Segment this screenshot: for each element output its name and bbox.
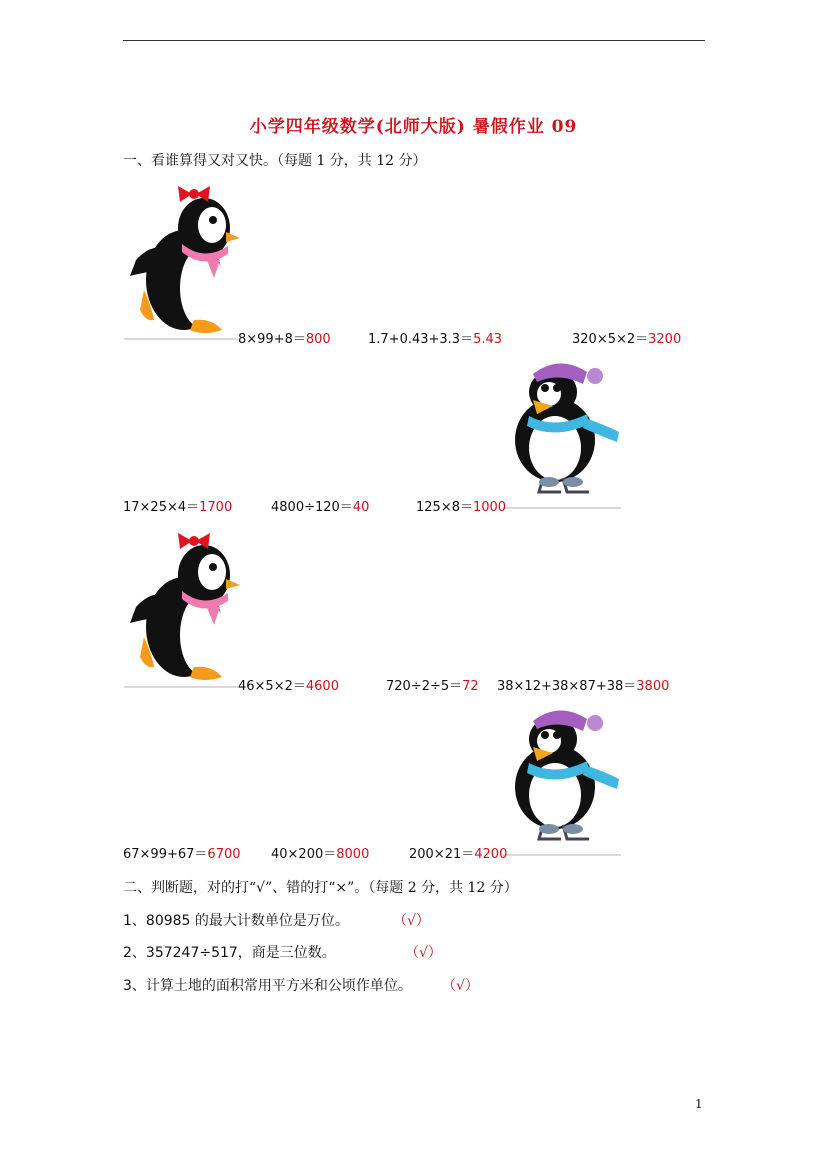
equation-6: 125×8＝1000 (416, 500, 507, 515)
equation-2: 1.7+0.43+3.3＝5.43 (368, 332, 503, 347)
equation-1: 8×99+8＝800 (238, 332, 331, 347)
judge-question-2: 2、357247÷517，商是三位数。 (123, 945, 336, 961)
equation-5: 4800÷120＝40 (271, 500, 370, 515)
judge-question-3: 3、计算土地的面积常用平方米和公顷作单位。 (123, 978, 412, 994)
ground-line (124, 338, 238, 340)
equation-4: 17×25×4＝1700 (123, 500, 233, 515)
equation-9: 38×12+38×87+38＝3800 (497, 679, 670, 694)
equation-12: 200×21＝4200 (409, 847, 508, 862)
judge-answer-3: （√） (442, 978, 479, 994)
penguin-skater-icon (503, 358, 621, 498)
page-title: 小学四年级数学(北师大版) 暑假作业 09 (249, 117, 578, 137)
penguin-bow-icon (124, 527, 242, 685)
penguin-skater-icon (503, 705, 621, 845)
judge-answer-2: （√） (405, 945, 442, 961)
penguin-bow-icon (124, 180, 242, 338)
equation-10: 67×99+67＝6700 (123, 847, 241, 862)
ground-line (503, 854, 621, 856)
page-number: 1 (695, 1097, 703, 1111)
equation-8: 720÷2÷5＝72 (386, 679, 479, 694)
ground-line (503, 507, 621, 509)
judge-question-1: 1、80985 的最大计数单位是万位。 (123, 913, 349, 929)
ground-line (124, 686, 238, 688)
section2-heading: 二、判断题，对的打“√”、错的打“×”。（每题 2 分，共 12 分） (123, 880, 518, 896)
equation-11: 40×200＝8000 (271, 847, 370, 862)
equation-7: 46×5×2＝4600 (238, 679, 339, 694)
judge-answer-1: （√） (393, 913, 430, 929)
header-rule (123, 40, 705, 41)
equation-3: 320×5×2＝3200 (572, 332, 682, 347)
section1-heading: 一、看谁算得又对又快。（每题 1 分，共 12 分） (123, 153, 427, 169)
